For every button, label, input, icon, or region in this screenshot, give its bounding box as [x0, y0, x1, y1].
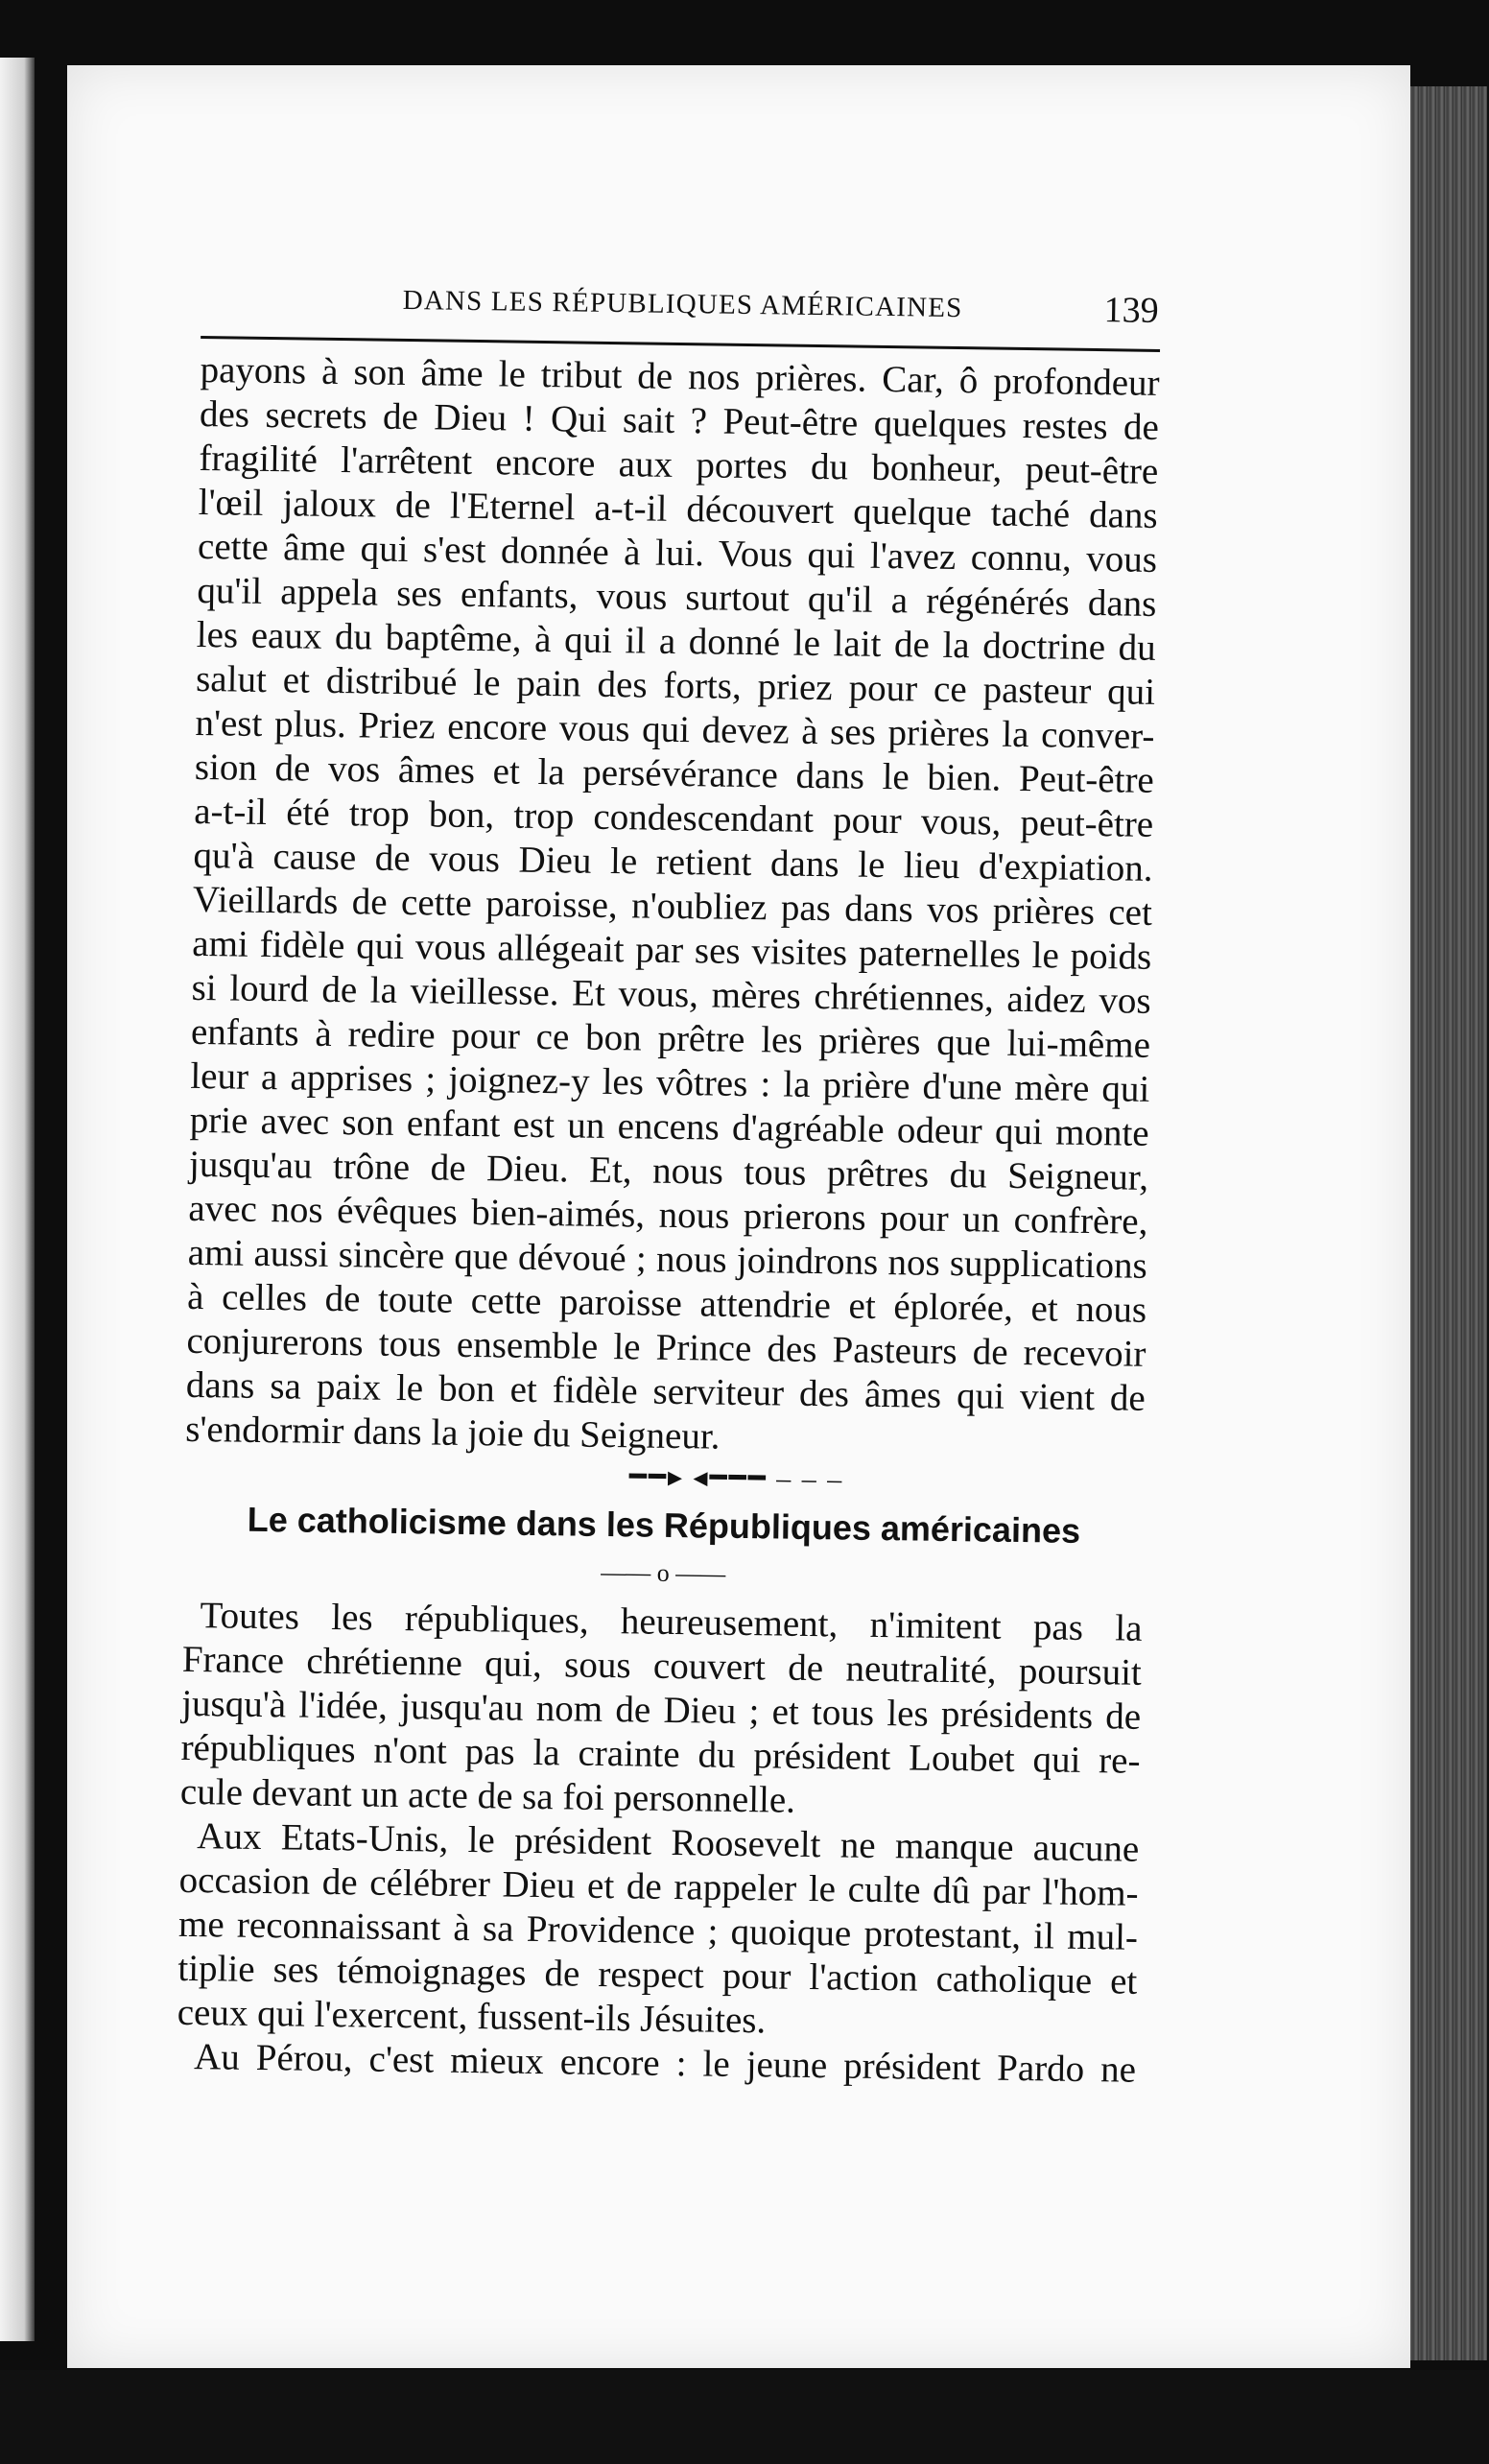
text-line: qu'à cause de vous Dieu le retient dans le lieu d'expiation.	[193, 834, 1153, 889]
text-line: ami fidèle qui vous allégeait par ses visites paternelles le poids	[192, 922, 1152, 978]
text-line: ami aussi sincère que dévoué ; nous joindrons nos supplications	[187, 1231, 1148, 1287]
text-line: sion de vos âmes et la persévérance dans le bien. Peut-être	[194, 746, 1155, 801]
text-line: dans sa paix le bon et fidèle serviteur des âmes qui vient de	[185, 1363, 1146, 1419]
text-line: enfants à redire pour ce bon prêtre les prières que lui-même	[190, 1010, 1151, 1066]
paragraph	[180, 1594, 1143, 1828]
scan-bottom-border	[0, 2370, 1489, 2464]
text-line: salut et distribué le pain des forts, priez pour ce pasteur qui	[195, 657, 1156, 713]
ornamental-rule: ━━▸ ◂━━━ ‒ ‒ ‒	[628, 1460, 844, 1496]
text-line: n'est plus. Priez encore vous qui devez à ses prières la conver-	[195, 701, 1155, 757]
text-line: s'endormir dans la joie du Seigneur.	[184, 1408, 721, 1457]
text-line: a-t-il été trop bon, trop condescendant pour vous, peut-être	[193, 790, 1154, 845]
text-line: occasion de célébrer Dieu et de rappeler le culte dû par l'hom-	[178, 1859, 1139, 1914]
text-line: Vieillards de cette paroisse, n'oubliez pas dans vos prières cet	[192, 878, 1153, 934]
text-line: Toutes les républiques, heureusement, n'imitent pas la	[200, 1595, 1143, 1649]
section-divider: —— o ——	[601, 1557, 726, 1588]
text-line: payons à son âme le tribut de nos prières. Car, ô profondeur	[200, 348, 1160, 404]
text-line: jusqu'au trône de Dieu. Et, nous tous prêtres du Seigneur,	[188, 1143, 1149, 1198]
running-title: DANS LES RÉPUBLIQUES AMÉRICAINES	[402, 284, 963, 324]
page-number: 139	[1103, 290, 1159, 331]
text-line: avec nos évêques bien-aimés, nous prierons pour un confrère,	[188, 1187, 1148, 1243]
text-line: qu'il appela ses enfants, vous surtout qu'il a régénérés dans	[197, 569, 1157, 625]
body-text	[177, 348, 1160, 2093]
text-line: l'œil jaloux de l'Eternel a-t-il découvert quelque taché dans	[198, 481, 1158, 536]
text-line: si lourd de la vieillesse. Et vous, mères chrétiennes, aidez vos	[191, 966, 1151, 1022]
text-line: ceux qui l'exercent, fussent-ils Jésuites.	[177, 1991, 767, 2042]
text-line: Aux Etats-Unis, le président Roosevelt ne manque aucune	[197, 1815, 1140, 1870]
text-line: cule devant un acte de sa foi personnelle.	[179, 1770, 796, 1821]
text-line: France chrétienne qui, sous couvert de neutralité, poursuit	[181, 1638, 1143, 1694]
page-stack-edge	[1410, 86, 1487, 2360]
text-line: jusqu'à l'idée, jusqu'au nom de Dieu ; et tous les présidents de	[180, 1682, 1142, 1738]
text-line: des secrets de Dieu ! Qui sait ? Peut-être quelques restes de	[199, 392, 1160, 448]
text-line: républiques n'ont pas la crainte du président Loubet qui re-	[180, 1726, 1141, 1782]
page-content	[177, 278, 1161, 2093]
text-line: Au Pérou, c'est mieux encore : le jeune président Pardo ne	[193, 2036, 1137, 2091]
text-line: leur a apprises ; joignez-y les vôtres : la prière d'une mère qui	[190, 1054, 1150, 1110]
paragraph	[177, 1814, 1139, 2049]
text-line: me reconnaissant à sa Providence ; quoique protestant, il mul-	[177, 1903, 1139, 1958]
text-line: les eaux du baptême, à qui il a donné le lait de la doctrine du	[196, 613, 1157, 669]
paragraph-continued	[185, 348, 1160, 1465]
text-line: à celles de toute cette paroisse attendrie et éplorée, et nous	[186, 1275, 1147, 1331]
text-line: fragilité l'arrêtent encore aux portes du bonheur, peut-être	[199, 437, 1159, 492]
section-title: Le catholicisme dans les Républiques américaines	[247, 1499, 1081, 1551]
previous-page-edge	[0, 58, 35, 2341]
running-head	[201, 278, 1161, 352]
text-line: prie avec son enfant est un encens d'agréable odeur qui monte	[189, 1099, 1149, 1154]
text-line: conjurerons tous ensemble le Prince des Pasteurs de recevoir	[186, 1319, 1146, 1375]
text-line: tiplie ses témoignages de respect pour l'action catholique et	[177, 1947, 1138, 2002]
text-line: cette âme qui s'est donnée à lui. Vous qui l'avez connu, vous	[197, 525, 1158, 580]
